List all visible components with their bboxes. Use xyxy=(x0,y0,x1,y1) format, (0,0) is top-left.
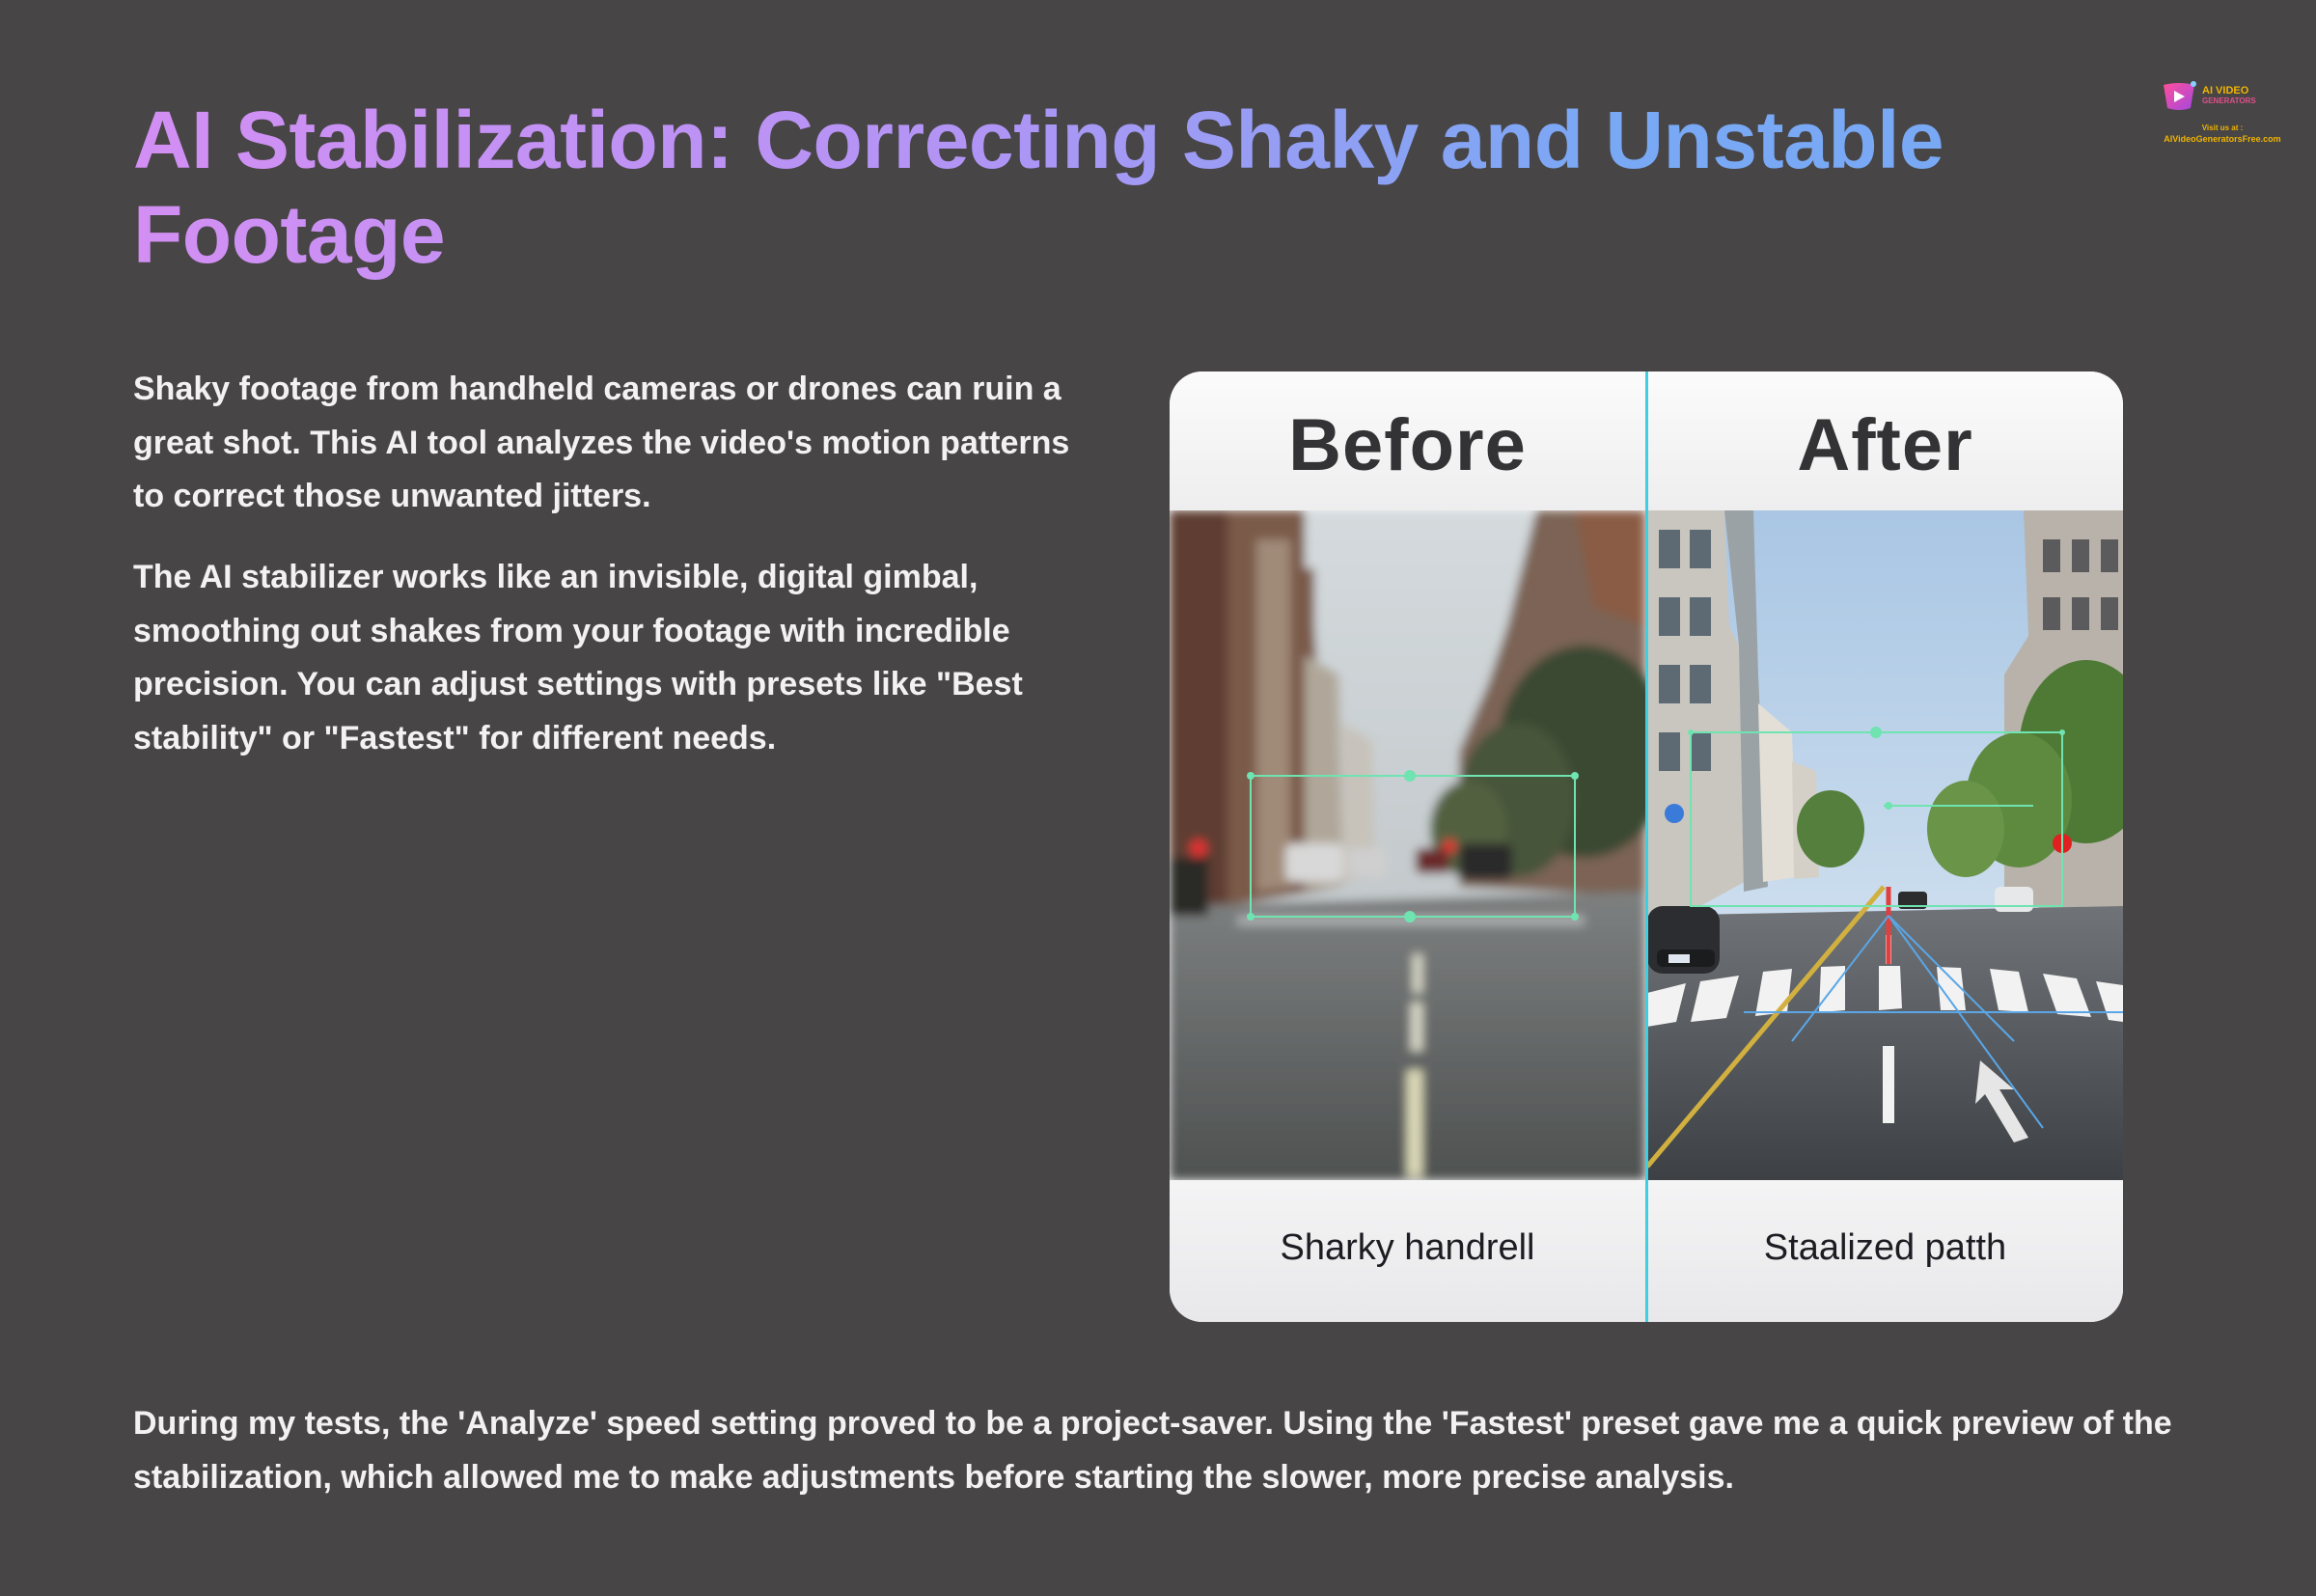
before-heading: Before xyxy=(1288,403,1527,486)
before-street-image xyxy=(1170,510,1645,1180)
before-after-comparison xyxy=(1170,371,2123,1322)
testing-notes-paragraph: During my tests, the 'Analyze' speed setting proved to be a project-saver. Using the 'Fastest' preset gave me a quick preview of the stabilization, which allowed me to make adjustments before starting the slower, more precise analysis. xyxy=(133,1405,2172,1496)
after-footer xyxy=(1647,1180,2123,1322)
stabilizer-paragraph: The AI stabilizer works like an invisible, digital gimbal, smoothing out shakes from your footage with incredible precision. You can adjust settings with presets like "Best stability" or "Fastest" for different needs. xyxy=(133,559,1023,757)
logo-url[interactable]: AIVideoGeneratorsFree.com xyxy=(2164,134,2281,144)
before-header xyxy=(1170,371,1645,510)
intro-paragraph: Shaky footage from handheld cameras or drones can ruin a great shot. This AI tool analyzes the video's motion patterns to correct those unwanted jitters. xyxy=(133,371,1070,514)
after-street-image xyxy=(1647,510,2123,1180)
page-title: AI Stabilization: Correcting Shaky and Unstable Footage xyxy=(133,93,1967,282)
before-panel xyxy=(1170,371,1645,1322)
after-panel xyxy=(1647,371,2123,1322)
after-header xyxy=(1647,371,2123,510)
comparison-divider xyxy=(1645,371,1648,1322)
logo-name-sub: GENERATORS xyxy=(2202,96,2256,105)
logo-visit-text: Visit us at : xyxy=(2201,124,2244,132)
before-caption: Sharky handrell xyxy=(1280,1227,1535,1268)
site-logo[interactable] xyxy=(2150,68,2295,154)
after-caption: Staalized patth xyxy=(1763,1227,2007,1268)
after-heading: After xyxy=(1797,403,1973,486)
logo-name: AI VIDEO xyxy=(2202,85,2249,96)
video-play-icon xyxy=(2160,79,2198,114)
before-footer xyxy=(1170,1180,1645,1322)
